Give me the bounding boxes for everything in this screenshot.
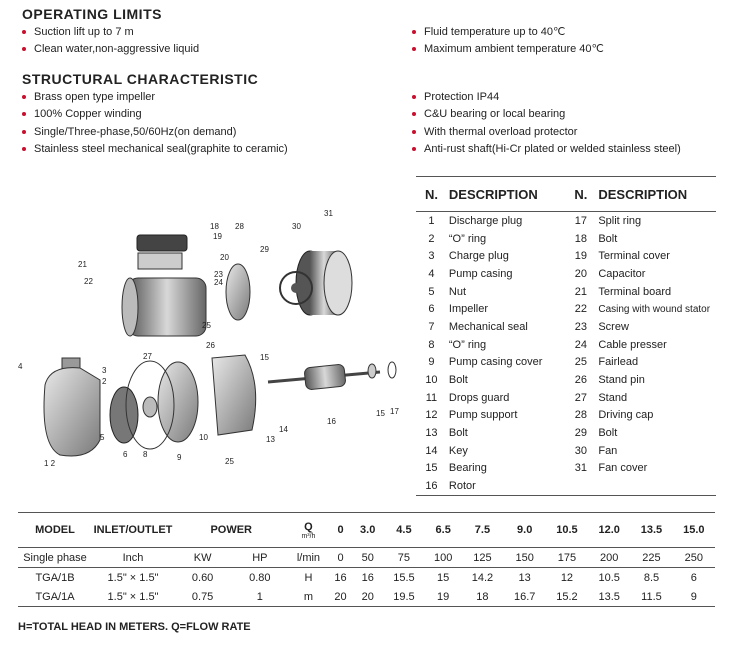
split-ring-shape <box>388 362 396 378</box>
table-row <box>416 265 716 283</box>
table-row <box>416 247 716 265</box>
table-cell: 9 <box>673 587 715 607</box>
table-cell: 0.60 <box>191 571 214 584</box>
column-header: DESCRIPTION <box>596 177 716 212</box>
table-row <box>18 548 715 568</box>
pump-cover-shape <box>158 362 198 442</box>
footnote: H=TOTAL HEAD IN METERS. Q=FLOW RATE <box>18 621 251 633</box>
table-cell: 10 <box>425 374 438 387</box>
diagram-label: 15 <box>260 353 269 362</box>
diagram-label: 28 <box>235 222 244 231</box>
table-cell: 16 <box>334 571 347 584</box>
list-item: With thermal overload protector <box>412 124 681 141</box>
diagram-label: 5 <box>100 433 105 442</box>
table-cell: HP <box>231 548 288 568</box>
table-cell: 8 <box>428 338 435 351</box>
table-cell: Pump support <box>448 409 518 422</box>
diagram-label: 23 <box>214 270 223 279</box>
table-cell: 8.5 <box>643 571 660 584</box>
operating-limits-title: OPERATING LIMITS <box>22 6 162 22</box>
table-row <box>416 300 716 318</box>
table-cell: Fairlead <box>598 356 639 369</box>
table-cell: Pump casing cover <box>448 356 543 369</box>
table-cell: TGA/1A <box>18 587 92 607</box>
table-cell: 30 <box>574 444 588 457</box>
table-cell: 13 <box>518 571 531 584</box>
diagram-label: 26 <box>206 341 215 350</box>
bullet-dot-icon <box>22 112 26 116</box>
table-cell: 1.5" × 1.5" <box>92 587 174 607</box>
table-cell: TGA/1B <box>35 571 75 584</box>
column-header: 0 <box>328 513 352 548</box>
diagram-label: 29 <box>260 245 269 254</box>
pump-support-shape <box>212 355 256 435</box>
bullet-dot-icon <box>412 47 416 51</box>
driving-cap-shape <box>226 264 250 320</box>
table-cell: 12 <box>425 409 438 422</box>
table-cell: 27 <box>574 391 588 404</box>
table-cell: Terminal board <box>598 285 672 298</box>
bullet-dot-icon <box>412 147 416 151</box>
column-header: 7.5 <box>461 513 503 548</box>
table-cell: Cable presser <box>598 338 667 351</box>
rotor-shape <box>304 364 346 390</box>
diagram-label: 14 <box>279 425 288 434</box>
diagram-label: 19 <box>213 232 222 241</box>
table-cell: “O” ring <box>448 338 487 351</box>
pump-casing-shape <box>44 358 100 456</box>
bullet-dot-icon <box>22 30 26 34</box>
table-cell: Mechanical seal <box>448 320 528 333</box>
table-cell: Impeller <box>448 303 489 316</box>
table-row <box>416 424 716 442</box>
diagram-label: 4 <box>18 362 23 371</box>
table-cell: Split ring <box>598 214 642 227</box>
table-cell: Nut <box>448 285 467 298</box>
bullet-dot-icon <box>22 147 26 151</box>
table-cell: 150 <box>504 548 546 568</box>
table-row <box>416 389 716 407</box>
table-cell: 14.2 <box>471 571 494 584</box>
table-cell: 1 <box>231 587 288 607</box>
table-cell <box>565 477 596 495</box>
operating-limits-right-list <box>412 24 604 59</box>
bullet-dot-icon <box>22 130 26 134</box>
table-cell: Screw <box>598 320 629 333</box>
bullet-dot-icon <box>22 47 26 51</box>
table-cell: 12 <box>560 571 574 584</box>
bullet-dot-icon <box>412 130 416 134</box>
table-cell: 15 <box>425 462 438 475</box>
diagram-label: 1 2 <box>44 459 56 468</box>
table-cell: 7 <box>428 320 435 333</box>
table-row <box>416 354 716 372</box>
impeller-shape <box>110 387 138 443</box>
table-cell: 18 <box>574 232 588 245</box>
list-item: C&U bearing or local bearing <box>412 106 681 123</box>
diagram-label: 16 <box>327 417 336 426</box>
motor-housing-shape <box>122 235 206 336</box>
column-header: POWER <box>174 513 288 548</box>
list-item: Brass open type impeller <box>22 89 288 106</box>
table-cell: 0.80 <box>249 571 271 584</box>
table-cell: Fan cover <box>598 462 648 475</box>
table-cell: 175 <box>546 548 588 568</box>
list-item: Maximum ambient temperature 40℃ <box>412 41 604 58</box>
fan-cover-shape <box>296 251 352 315</box>
table-cell: 22 <box>574 303 588 316</box>
table-cell: 17 <box>574 214 588 227</box>
q-unit: m³/h <box>301 532 316 540</box>
bullet-dot-icon <box>412 30 416 34</box>
table-cell: Rotor <box>447 477 566 495</box>
table-cell: 125 <box>461 548 503 568</box>
performance-table <box>18 512 715 607</box>
table-cell: 4 <box>428 267 435 280</box>
diagram-label: 13 <box>266 435 275 444</box>
list-item: Clean water,non-aggressive liquid <box>22 41 199 58</box>
table-cell: H <box>304 571 313 584</box>
diagram-label: 18 <box>210 222 219 231</box>
diagram-label: 10 <box>199 433 208 442</box>
bullet-dot-icon <box>22 95 26 99</box>
table-cell: Bearing <box>448 462 487 475</box>
table-cell: 13 <box>425 427 438 440</box>
diagram-label: 6 <box>123 450 128 459</box>
column-header: MODEL <box>18 513 92 548</box>
table-cell: “O” ring <box>448 232 487 245</box>
table-cell: 200 <box>588 548 630 568</box>
table-cell: 13.5 <box>588 587 630 607</box>
diagram-label: 2 <box>102 377 107 386</box>
diagram-label: 21 <box>78 260 87 269</box>
table-row <box>18 587 715 607</box>
bearing-shape <box>368 364 376 378</box>
diagram-label: 27 <box>143 352 152 361</box>
table-cell: 2 <box>428 232 435 245</box>
table-cell: 31 <box>574 462 588 475</box>
table-cell: 0 <box>328 548 352 568</box>
column-header: DESCRIPTION <box>447 177 566 212</box>
structural-title: STRUCTURAL CHARACTERISTIC <box>22 71 259 87</box>
list-item: Suction lift up to 7 m <box>22 24 199 41</box>
table-cell: 10.5 <box>598 571 620 584</box>
table-cell: 20 <box>328 587 352 607</box>
table-cell: 100 <box>425 548 461 568</box>
table-cell: Discharge plug <box>448 214 523 227</box>
table-cell: Terminal cover <box>598 250 670 263</box>
table-cell: Casing with wound stator <box>598 303 711 315</box>
table-row <box>416 230 716 248</box>
list-item: Single/Three-phase,50/60Hz(on demand) <box>22 124 288 141</box>
diagram-label: 24 <box>214 278 223 287</box>
table-cell: 11 <box>425 391 438 404</box>
table-cell: Stand <box>598 391 628 404</box>
bullet-dot-icon <box>412 95 416 99</box>
diagram-label: 20 <box>220 253 229 262</box>
list-item: Stainless steel mechanical seal(graphite to ceramic) <box>22 141 288 158</box>
table-cell: 0.75 <box>174 587 231 607</box>
table-cell: 1.5" × 1.5" <box>107 571 159 584</box>
column-header: 15.0 <box>673 513 715 548</box>
table-row <box>416 407 716 425</box>
column-header: N. <box>416 177 447 212</box>
column-header: 4.5 <box>383 513 425 548</box>
table-cell: 19.5 <box>383 587 425 607</box>
column-header: 3.0 <box>353 513 383 548</box>
table-cell: 19 <box>425 587 461 607</box>
table-cell: Pump casing <box>448 267 513 280</box>
diagram-label: 9 <box>177 453 182 462</box>
table-cell: Bolt <box>448 374 468 387</box>
table-cell: 225 <box>630 548 672 568</box>
table-cell <box>596 477 716 495</box>
table-row <box>416 318 716 336</box>
operating-limits-left-list <box>22 24 199 59</box>
table-header-row <box>416 177 716 212</box>
table-cell: 20 <box>574 267 588 280</box>
table-cell: 21 <box>574 285 588 298</box>
table-cell: Fan <box>598 444 618 457</box>
table-cell: 16.7 <box>504 587 546 607</box>
list-item: 100% Copper winding <box>22 106 288 123</box>
table-cell: 24 <box>574 338 588 351</box>
table-cell: 19 <box>574 250 588 263</box>
diagram-label: 22 <box>84 277 93 286</box>
table-cell: Driving cap <box>598 409 654 422</box>
table-cell: 18 <box>461 587 503 607</box>
diagram-label: 17 <box>390 407 399 416</box>
table-cell: 5 <box>428 285 435 298</box>
diagram-label: 25 <box>225 457 234 466</box>
diagram-label: 8 <box>143 450 148 459</box>
diagram-label: 3 <box>102 366 107 375</box>
table-cell: Key <box>448 444 468 457</box>
table-cell: Drops guard <box>448 391 510 404</box>
parts-description-table <box>416 176 716 496</box>
list-item: Fluid temperature up to 40℃ <box>412 24 604 41</box>
column-header: 13.5 <box>630 513 672 548</box>
table-cell: 16 <box>416 477 447 495</box>
table-cell: 3 <box>428 250 435 263</box>
parts-table-body <box>416 212 716 496</box>
mechanical-seal-shape <box>143 397 157 417</box>
bullet-dot-icon <box>412 112 416 116</box>
column-header: INLET/OUTLET <box>92 513 174 548</box>
table-cell: 11.5 <box>630 587 672 607</box>
table-header-row <box>18 513 715 548</box>
table-cell: 6 <box>428 303 435 316</box>
table-cell: Bolt <box>448 427 468 440</box>
list-item: Anti-rust shaft(Hi-Cr plated or welded stainless steel) <box>412 141 681 158</box>
diagram-label: 31 <box>324 209 333 218</box>
table-row <box>416 371 716 389</box>
table-cell: Bolt <box>598 427 618 440</box>
q-label: Q <box>304 520 313 533</box>
table-cell: l/min <box>288 548 328 568</box>
table-cell: m <box>288 587 328 607</box>
table-row <box>416 442 716 460</box>
table-cell: 50 <box>353 548 383 568</box>
table-cell: Single phase <box>18 548 92 568</box>
column-header: 6.5 <box>425 513 461 548</box>
diagram-label: 25 <box>202 321 211 330</box>
table-cell: 15.2 <box>546 587 588 607</box>
table-row <box>416 283 716 301</box>
table-cell: Bolt <box>598 232 618 245</box>
structural-right-list <box>412 89 681 158</box>
table-cell: Stand pin <box>598 374 645 387</box>
table-cell: 1 <box>428 214 435 227</box>
diagram-label: 30 <box>292 222 301 231</box>
table-cell: 6 <box>690 571 697 584</box>
column-header <box>288 513 328 548</box>
diagram-label: 15 <box>376 409 385 418</box>
table-row <box>416 460 716 478</box>
table-cell: KW <box>174 548 231 568</box>
table-cell: 75 <box>383 548 425 568</box>
table-cell: 26 <box>574 374 588 387</box>
column-header: 10.5 <box>546 513 588 548</box>
table-cell: 14 <box>425 444 438 457</box>
table-cell: Charge plug <box>448 250 509 263</box>
table-row <box>18 568 715 588</box>
column-header: N. <box>565 177 596 212</box>
table-cell: 250 <box>673 548 715 568</box>
table-cell: 28 <box>574 409 588 422</box>
table-cell: Capacitor <box>598 267 646 280</box>
pump-exploded-diagram <box>0 170 410 475</box>
table-cell: 15.5 <box>393 571 415 584</box>
table-row <box>416 477 716 495</box>
table-cell: Inch <box>92 548 174 568</box>
table-cell: 9 <box>428 356 435 369</box>
table-row <box>416 336 716 354</box>
table-cell: 15 <box>437 571 450 584</box>
table-cell: 25 <box>574 356 588 369</box>
table-cell: 20 <box>353 587 383 607</box>
table-row <box>416 212 716 230</box>
list-item: Protection IP44 <box>412 89 681 106</box>
column-header: 9.0 <box>504 513 546 548</box>
table-cell: 23 <box>574 320 588 333</box>
structural-left-list <box>22 89 288 158</box>
table-cell: 16 <box>361 571 374 584</box>
table-cell: 29 <box>574 427 588 440</box>
column-header: 12.0 <box>588 513 630 548</box>
